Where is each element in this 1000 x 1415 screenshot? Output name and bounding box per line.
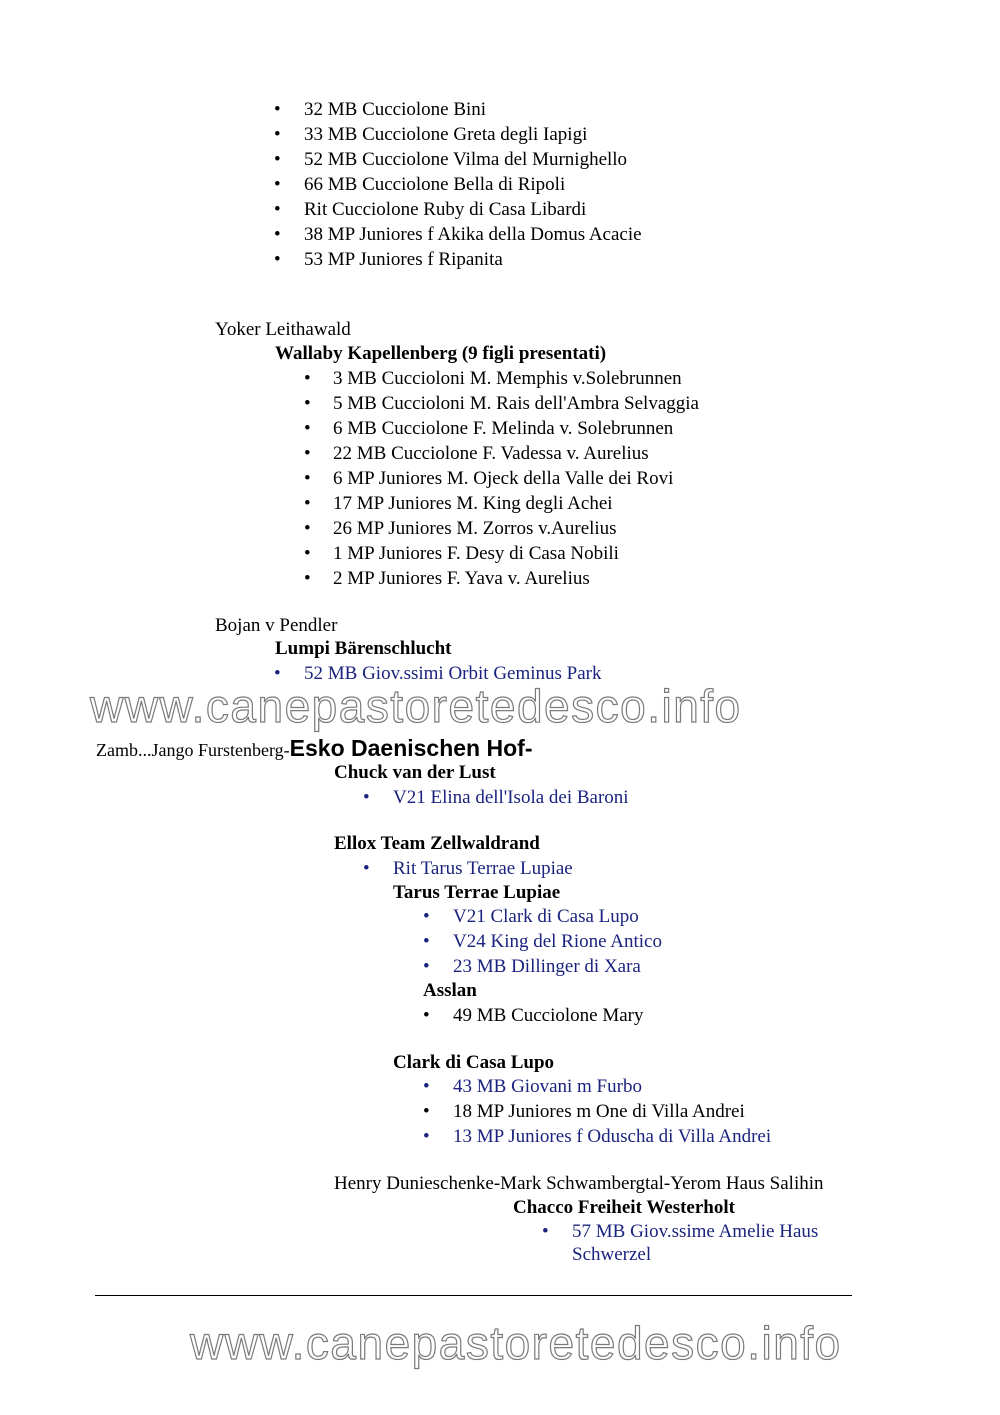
sire-heading: Bojan v Pendler bbox=[215, 615, 338, 636]
list-item: 1 MP Juniores F. Desy di Casa Nobili bbox=[333, 543, 619, 564]
list-item: 6 MP Juniores M. Ojeck della Valle dei Rovi bbox=[333, 468, 674, 489]
son-heading: Chacco Freiheit Westerholt bbox=[513, 1197, 735, 1218]
list-item-link[interactable]: Rit Tarus Terrae Lupiae bbox=[393, 858, 573, 879]
list-item: 66 MB Cucciolone Bella di Ripoli bbox=[304, 174, 566, 195]
list-item-link[interactable]: V24 King del Rione Antico bbox=[453, 931, 662, 952]
list-item: 2 MP Juniores F. Yava v. Aurelius bbox=[333, 568, 590, 589]
list-item: Rit Cucciolone Ruby di Casa Libardi bbox=[304, 199, 587, 220]
bullet: • bbox=[304, 368, 311, 389]
bullet: • bbox=[274, 199, 281, 220]
bullet: • bbox=[304, 393, 311, 414]
list-item-link[interactable]: V21 Clark di Casa Lupo bbox=[453, 906, 639, 927]
bullet: • bbox=[304, 568, 311, 589]
bullet: • bbox=[304, 493, 311, 514]
bullet: • bbox=[274, 249, 281, 270]
grandson-heading: Clark di Casa Lupo bbox=[393, 1052, 555, 1073]
list-item-link[interactable]: 52 MB Giov.ssimi Orbit Geminus Park bbox=[304, 663, 602, 684]
list-item: 5 MB Cuccioloni M. Rais dell'Ambra Selvaggia bbox=[333, 393, 699, 414]
bullet: • bbox=[274, 224, 281, 245]
son-heading: Chuck van der Lust bbox=[334, 762, 496, 783]
bullet: • bbox=[423, 1076, 430, 1097]
bullet: • bbox=[304, 543, 311, 564]
bullet: • bbox=[274, 663, 281, 684]
list-item: 3 MB Cuccioloni M. Memphis v.Solebrunnen bbox=[333, 368, 682, 389]
bullet: • bbox=[423, 906, 430, 927]
sire-heading: Yoker Leithawald bbox=[215, 319, 351, 340]
lineage-prefix bbox=[96, 737, 532, 761]
bullet: • bbox=[363, 787, 370, 808]
watermark-footer: www.canepastoretedesco.info bbox=[190, 1317, 842, 1369]
bullet: • bbox=[423, 931, 430, 952]
son-heading: Lumpi Bärenschlucht bbox=[275, 638, 452, 659]
bullet: • bbox=[423, 1101, 430, 1122]
bullet: • bbox=[542, 1221, 549, 1242]
bullet: • bbox=[304, 468, 311, 489]
bullet: • bbox=[304, 418, 311, 439]
list-item-link[interactable]: V21 Elina dell'Isola dei Baroni bbox=[393, 787, 629, 808]
bullet: • bbox=[274, 149, 281, 170]
bullet: • bbox=[423, 1005, 430, 1026]
list-item-link[interactable]: 43 MB Giovani m Furbo bbox=[453, 1076, 642, 1097]
list-item: 49 MB Cucciolone Mary bbox=[453, 1005, 644, 1026]
bullet: • bbox=[363, 858, 370, 879]
lineage-prefix-text: Zamb...Jango Furstenberg- bbox=[96, 740, 290, 760]
list-item: 6 MB Cucciolone F. Melinda v. Solebrunnen bbox=[333, 418, 674, 439]
bullet: • bbox=[304, 443, 311, 464]
grandson-heading: Asslan bbox=[423, 980, 477, 1001]
list-item-link[interactable]: 13 MP Juniores f Oduscha di Villa Andrei bbox=[453, 1126, 772, 1147]
list-item: 53 MP Juniores f Ripanita bbox=[304, 249, 503, 270]
list-item: 33 MB Cucciolone Greta degli Iapigi bbox=[304, 124, 588, 145]
section-title: Esko Daenischen Hof- bbox=[289, 735, 533, 761]
list-item: 32 MB Cucciolone Bini bbox=[304, 99, 487, 120]
watermark: www.canepastoretedesco.info bbox=[90, 680, 742, 732]
list-item-link[interactable]: 23 MB Dillinger di Xara bbox=[453, 956, 641, 977]
grandson-heading: Tarus Terrae Lupiae bbox=[393, 882, 561, 903]
bullet: • bbox=[423, 956, 430, 977]
bullet: • bbox=[274, 174, 281, 195]
son-heading: Wallaby Kapellenberg (9 figli presentati) bbox=[275, 343, 607, 364]
list-item: 17 MP Juniores M. King degli Achei bbox=[333, 493, 613, 514]
footer-rule bbox=[95, 1295, 852, 1296]
list-item: 38 MP Juniores f Akika della Domus Acacie bbox=[304, 224, 642, 245]
list-item-link[interactable]: 57 MB Giov.ssime Amelie Haus bbox=[572, 1221, 819, 1242]
lineage-heading: Henry Dunieschenke-Mark Schwambergtal-Yerom Haus Salihin bbox=[334, 1173, 824, 1194]
list-item-link-continued[interactable]: Schwerzel bbox=[572, 1244, 652, 1265]
list-item: 26 MP Juniores M. Zorros v.Aurelius bbox=[333, 518, 617, 539]
bullet: • bbox=[304, 518, 311, 539]
son-heading: Ellox Team Zellwaldrand bbox=[334, 833, 540, 854]
bullet: • bbox=[274, 99, 281, 120]
list-item: 52 MB Cucciolone Vilma del Murnighello bbox=[304, 149, 628, 170]
bullet: • bbox=[274, 124, 281, 145]
bullet: • bbox=[423, 1126, 430, 1147]
list-item: 22 MB Cucciolone F. Vadessa v. Aurelius bbox=[333, 443, 649, 464]
list-item: 18 MP Juniores m One di Villa Andrei bbox=[453, 1101, 745, 1122]
